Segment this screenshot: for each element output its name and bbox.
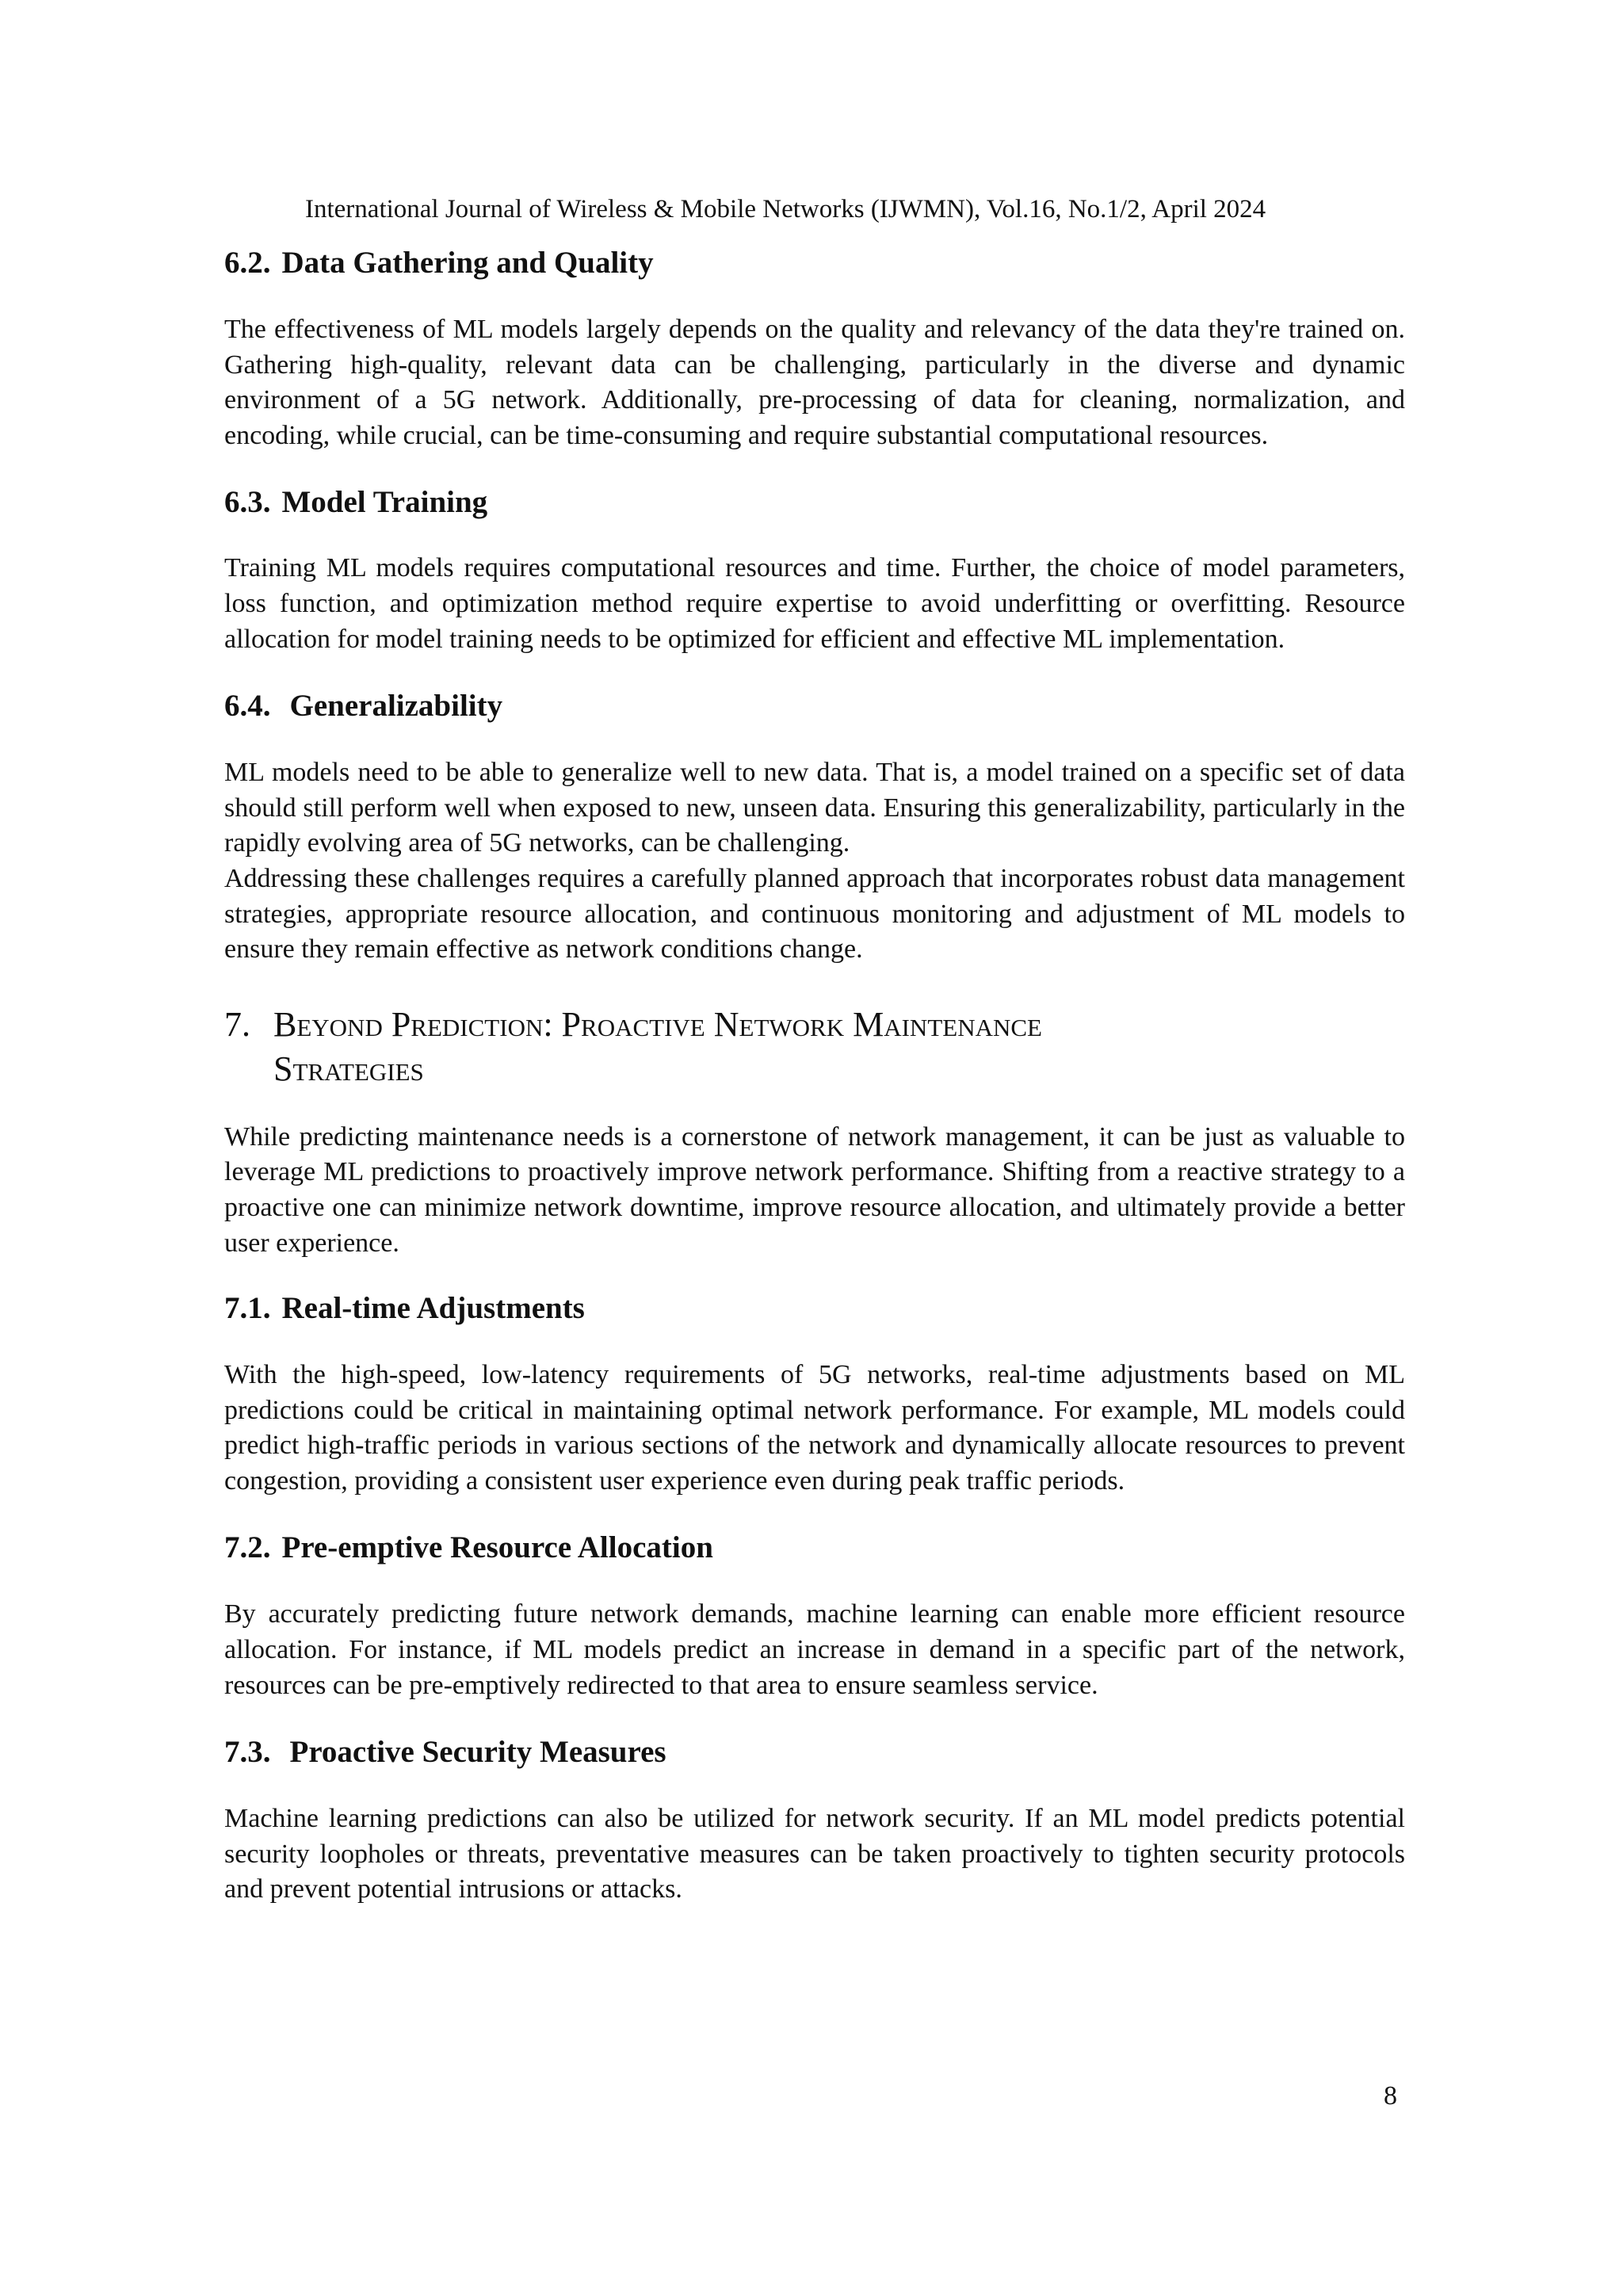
paragraph-6-2: The effectiveness of ML models largely depends on the quality and relevancy of the data they're trained on. Gathering high-quality, relevant data can be challenging, particularly in the diverse and dynamic environment of a 5G network. Additionally, pre-processing of data for cleaning, normalization, and encoding, while crucial, can be time-consuming and require substantial computational resources. xyxy=(224,315,1405,450)
paragraph-6-4-a: ML models need to be able to generalize well to new data. That is, a model trained on a specific set of data should still perform well when exposed to new, unseen data. Ensuring this generalizability, particularly in the rapidly evolving area of 5G networks, can be challenging. xyxy=(224,758,1405,858)
subsection-title: Real-time Adjustments xyxy=(281,1291,585,1326)
subsection-number: 6.4. xyxy=(224,689,271,724)
paragraph-7-1: With the high-speed, low-latency requirements of 5G networks, real-time adjustments based on ML predictions could be critical in maintaining optimal network performance. For example, ML models could predict high-traffic periods in various sections of the network and dynamically allocate resources to prevent congestion, providing a consistent user experience even during peak traffic periods. xyxy=(224,1360,1405,1496)
paragraph-6-3: Training ML models requires computational resources and time. Further, the choice of model parameters, loss function, and optimization method require expertise to avoid underfitting or overfitting. Resource allocation for model training needs to be optimized for efficient and effective ML implementation. xyxy=(224,553,1405,654)
subsection-title: Model Training xyxy=(281,485,488,520)
subsection-title: Data Gathering and Quality xyxy=(281,246,654,280)
subsection-title: Pre-emptive Resource Allocation xyxy=(281,1530,713,1565)
subsection-title: Proactive Security Measures xyxy=(289,1735,666,1770)
running-header: International Journal of Wireless & Mobile Networks (IJWMN), Vol.16, No.1/2, April 2024 xyxy=(305,195,1266,223)
paragraph-7: While predicting maintenance needs is a cornerstone of network management, it can be just as valuable to leverage ML predictions to proactively improve network performance. Shifting from a reactive strategy to a proactive one can minimize network downtime, improve resource allocation, and ultimately provide a better user experience. xyxy=(224,1121,1405,1258)
subsection-number: 6.3. xyxy=(224,485,271,520)
subsection-heading-6-4 xyxy=(224,687,1405,725)
page-body xyxy=(224,244,1405,1908)
subsection-heading-7-2 xyxy=(224,1529,1405,1567)
section-title-line-1: Beyond Prediction: Proactive Network Maintenance xyxy=(273,1004,1042,1044)
subsection-heading-6-3 xyxy=(224,483,1405,521)
subsection-title: Generalizability xyxy=(289,689,503,724)
subsection-number: 6.2. xyxy=(224,246,271,280)
section-title-line-2: Strategies xyxy=(273,1049,424,1088)
subsection-number: 7.3. xyxy=(224,1735,271,1770)
section-number: 7. xyxy=(224,1004,250,1044)
section-title xyxy=(273,1003,1042,1091)
subsection-heading-6-2 xyxy=(224,244,1405,282)
paragraph-7-3: Machine learning predictions can also be utilized for network security. If an ML model predicts potential security loopholes or threats, preventative measures can be taken proactively to tighten security protocols and prevent potential intrusions or attacks. xyxy=(224,1804,1405,1904)
page-number: 8 xyxy=(1384,2081,1397,2111)
subsection-number: 7.1. xyxy=(224,1291,271,1326)
subsection-heading-7-1 xyxy=(224,1289,1405,1328)
paragraph-7-2: By accurately predicting future network demands, machine learning can enable more efficient resource allocation. For instance, if ML models predict an increase in demand in a specific part of the network, resources can be pre-emptively redirected to that area to ensure seamless service. xyxy=(224,1599,1405,1700)
paragraph-6-4-b: Addressing these challenges requires a carefully planned approach that incorporates robust data management strategies, appropriate resource allocation, and continuous monitoring and adjustment of ML models to ensure they remain effective as network conditions change. xyxy=(224,863,1405,965)
subsection-number: 7.2. xyxy=(224,1530,271,1565)
section-heading-7 xyxy=(224,1003,1405,1091)
subsection-heading-7-3 xyxy=(224,1733,1405,1771)
